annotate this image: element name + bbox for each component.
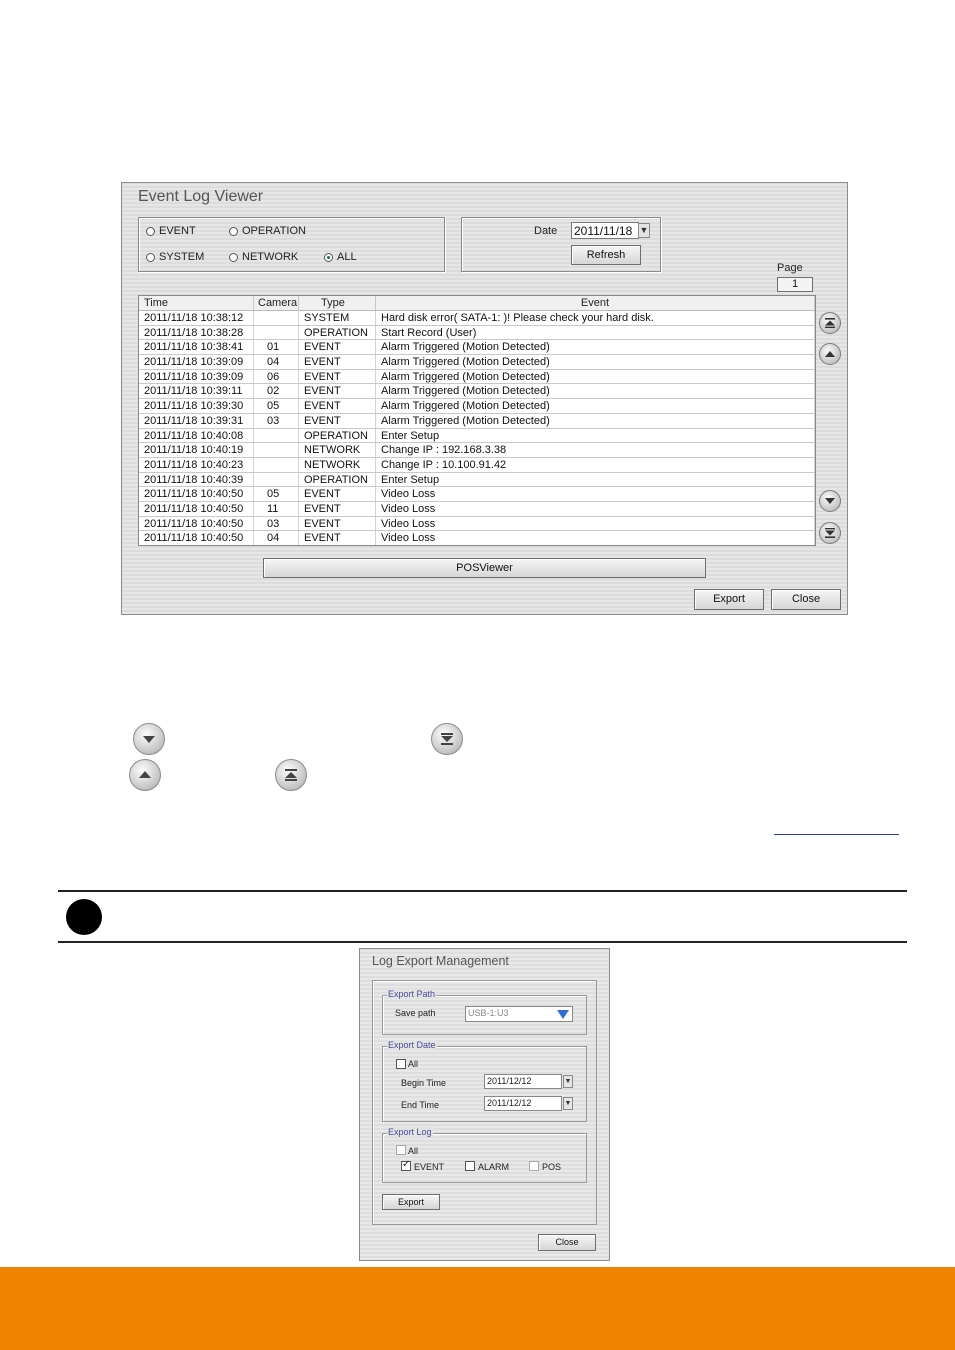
cell-camera bbox=[254, 311, 299, 325]
cell-event: Video Loss bbox=[376, 517, 815, 531]
cell-type: EVENT bbox=[299, 355, 376, 369]
cell-camera bbox=[254, 473, 299, 487]
export-log-legend: Export Log bbox=[388, 1127, 432, 1137]
table-row[interactable] bbox=[139, 399, 815, 414]
cell-camera: 02 bbox=[254, 384, 299, 398]
radio-all[interactable] bbox=[324, 251, 357, 263]
cell-camera: 05 bbox=[254, 399, 299, 413]
cell-time: 2011/11/18 10:38:41 bbox=[139, 340, 254, 354]
event-log-table bbox=[138, 295, 816, 546]
begin-time-dropdown[interactable]: ▼ bbox=[563, 1075, 573, 1088]
date-label: Date bbox=[534, 225, 558, 237]
cell-time: 2011/11/18 10:40:50 bbox=[139, 502, 254, 516]
cell-event: Alarm Triggered (Motion Detected) bbox=[376, 340, 815, 354]
cell-time: 2011/11/18 10:40:50 bbox=[139, 487, 254, 501]
note-icon bbox=[66, 899, 102, 935]
export-date-legend: Export Date bbox=[388, 1040, 436, 1050]
table-row[interactable] bbox=[139, 502, 815, 517]
window-title: Event Log Viewer bbox=[138, 188, 264, 205]
cell-time: 2011/11/18 10:39:09 bbox=[139, 355, 254, 369]
cell-type: NETWORK bbox=[299, 443, 376, 457]
next-page-icon bbox=[133, 723, 165, 755]
cell-time: 2011/11/18 10:39:31 bbox=[139, 414, 254, 428]
radio-indicator bbox=[146, 227, 155, 236]
pos-checkbox[interactable] bbox=[529, 1161, 539, 1171]
begin-time-label: Begin Time bbox=[401, 1078, 447, 1088]
previous-page-icon bbox=[129, 759, 161, 791]
cell-time: 2011/11/18 10:40:23 bbox=[139, 458, 254, 472]
dropdown-arrow-icon[interactable] bbox=[557, 1010, 569, 1019]
table-body bbox=[139, 311, 815, 546]
begin-time-field[interactable]: 2011/12/12 bbox=[484, 1074, 562, 1089]
table-row[interactable] bbox=[139, 414, 815, 429]
table-row[interactable] bbox=[139, 531, 815, 546]
cell-type: SYSTEM bbox=[299, 311, 376, 325]
radio-network-label: NETWORK bbox=[242, 251, 299, 263]
cell-camera: 04 bbox=[254, 355, 299, 369]
table-row[interactable] bbox=[139, 326, 815, 341]
window-title: Log Export Management bbox=[372, 954, 509, 968]
cell-time: 2011/11/18 10:39:30 bbox=[139, 399, 254, 413]
export-log-button[interactable]: Export bbox=[382, 1194, 440, 1210]
end-time-dropdown[interactable]: ▼ bbox=[563, 1097, 573, 1110]
cell-camera: 05 bbox=[254, 487, 299, 501]
footer-bar bbox=[0, 1267, 955, 1350]
hyperlink-underline[interactable] bbox=[774, 834, 899, 835]
column-header-camera[interactable]: Camera bbox=[254, 296, 299, 310]
radio-event-label: EVENT bbox=[159, 225, 196, 237]
column-header-type[interactable]: Type bbox=[299, 296, 376, 310]
cell-event: Start Record (User) bbox=[376, 326, 815, 340]
cell-event: Hard disk error( SATA-1: )! Please check your hard disk. bbox=[376, 311, 815, 325]
cell-event: Alarm Triggered (Motion Detected) bbox=[376, 370, 815, 384]
event-log-viewer-window bbox=[121, 182, 848, 615]
cell-event: Enter Setup bbox=[376, 429, 815, 443]
export-log-group bbox=[382, 1127, 587, 1183]
cell-event: Alarm Triggered (Motion Detected) bbox=[376, 414, 815, 428]
save-path-select[interactable]: USB-1:U3 bbox=[465, 1006, 573, 1022]
date-all-checkbox[interactable] bbox=[396, 1059, 406, 1069]
page-label: Page bbox=[777, 262, 803, 274]
cell-camera bbox=[254, 443, 299, 457]
column-header-time[interactable]: Time bbox=[139, 296, 254, 310]
cell-camera bbox=[254, 326, 299, 340]
end-time-label: End Time bbox=[401, 1100, 440, 1110]
cell-type: EVENT bbox=[299, 384, 376, 398]
radio-indicator bbox=[146, 253, 155, 262]
cell-time: 2011/11/18 10:38:28 bbox=[139, 326, 254, 340]
table-row[interactable] bbox=[139, 340, 815, 355]
page-number: 1 bbox=[777, 277, 813, 292]
cell-time: 2011/11/18 10:39:11 bbox=[139, 384, 254, 398]
previous-page-icon[interactable] bbox=[819, 343, 841, 365]
radio-event[interactable] bbox=[146, 225, 196, 237]
cell-time: 2011/11/18 10:40:08 bbox=[139, 429, 254, 443]
table-row[interactable] bbox=[139, 487, 815, 502]
cell-type: EVENT bbox=[299, 399, 376, 413]
first-page-icon bbox=[275, 759, 307, 791]
table-row[interactable] bbox=[139, 370, 815, 385]
cell-type: EVENT bbox=[299, 531, 376, 545]
save-path-label: Save path bbox=[395, 1008, 436, 1018]
close-button[interactable]: Close bbox=[771, 589, 841, 610]
cell-event: Change IP : 10.100.91.42 bbox=[376, 458, 815, 472]
refresh-button[interactable]: Refresh bbox=[571, 245, 641, 265]
cell-event: Alarm Triggered (Motion Detected) bbox=[376, 399, 815, 413]
cell-event: Alarm Triggered (Motion Detected) bbox=[376, 384, 815, 398]
date-field[interactable]: 2011/11/18 bbox=[571, 222, 639, 239]
close-export-button[interactable]: Close bbox=[538, 1234, 596, 1251]
table-row[interactable] bbox=[139, 517, 815, 532]
cell-event: Enter Setup bbox=[376, 473, 815, 487]
table-row[interactable] bbox=[139, 429, 815, 444]
cell-camera: 03 bbox=[254, 517, 299, 531]
end-time-field[interactable]: 2011/12/12 bbox=[484, 1096, 562, 1111]
cell-type: OPERATION bbox=[299, 326, 376, 340]
table-row[interactable] bbox=[139, 384, 815, 399]
cell-type: EVENT bbox=[299, 502, 376, 516]
cell-time: 2011/11/18 10:38:12 bbox=[139, 311, 254, 325]
cell-event: Video Loss bbox=[376, 531, 815, 545]
last-page-icon bbox=[431, 723, 463, 755]
radio-system-label: SYSTEM bbox=[159, 251, 205, 263]
alarm-checkbox[interactable] bbox=[465, 1161, 475, 1171]
cell-camera: 04 bbox=[254, 531, 299, 545]
cell-time: 2011/11/18 10:39:09 bbox=[139, 370, 254, 384]
last-page-icon[interactable] bbox=[819, 522, 841, 544]
cell-type: OPERATION bbox=[299, 429, 376, 443]
radio-system[interactable] bbox=[146, 251, 204, 263]
cell-camera: 11 bbox=[254, 502, 299, 516]
table-header bbox=[139, 296, 815, 311]
cell-event: Change IP : 192.168.3.38 bbox=[376, 443, 815, 457]
cell-time: 2011/11/18 10:40:19 bbox=[139, 443, 254, 457]
radio-all-label: ALL bbox=[337, 251, 357, 263]
alarm-checkbox-label: ALARM bbox=[478, 1162, 510, 1172]
cell-time: 2011/11/18 10:40:50 bbox=[139, 531, 254, 545]
cell-event: Alarm Triggered (Motion Detected) bbox=[376, 355, 815, 369]
cell-event: Video Loss bbox=[376, 487, 815, 501]
cell-camera bbox=[254, 429, 299, 443]
cell-time: 2011/11/18 10:40:39 bbox=[139, 473, 254, 487]
radio-indicator bbox=[229, 227, 238, 236]
next-page-icon[interactable] bbox=[819, 490, 841, 512]
cell-type: OPERATION bbox=[299, 473, 376, 487]
table-row[interactable] bbox=[139, 458, 815, 473]
radio-operation[interactable] bbox=[229, 225, 306, 237]
log-all-checkbox[interactable] bbox=[396, 1145, 406, 1155]
cell-camera: 06 bbox=[254, 370, 299, 384]
column-header-event[interactable]: Event bbox=[376, 296, 815, 310]
date-all-label: All bbox=[408, 1059, 419, 1069]
event-checkbox-label: EVENT bbox=[414, 1162, 445, 1172]
cell-time: 2011/11/18 10:40:50 bbox=[139, 517, 254, 531]
cell-type: EVENT bbox=[299, 517, 376, 531]
cell-camera bbox=[254, 458, 299, 472]
radio-indicator-selected bbox=[324, 253, 333, 262]
radio-network[interactable] bbox=[229, 251, 298, 263]
table-row[interactable] bbox=[139, 311, 815, 326]
cell-type: EVENT bbox=[299, 414, 376, 428]
export-path-legend: Export Path bbox=[388, 989, 436, 999]
cell-event: Video Loss bbox=[376, 502, 815, 516]
table-row[interactable] bbox=[139, 443, 815, 458]
radio-operation-label: OPERATION bbox=[242, 225, 306, 237]
note-bottom-rule bbox=[58, 941, 907, 943]
date-dropdown-button[interactable]: ▼ bbox=[638, 223, 650, 238]
cell-camera: 03 bbox=[254, 414, 299, 428]
cell-type: EVENT bbox=[299, 370, 376, 384]
log-export-management-window bbox=[359, 948, 610, 1261]
note-top-rule bbox=[58, 890, 907, 892]
cell-camera: 01 bbox=[254, 340, 299, 354]
cell-type: EVENT bbox=[299, 340, 376, 354]
table-row[interactable] bbox=[139, 473, 815, 488]
table-row[interactable] bbox=[139, 355, 815, 370]
event-checkbox[interactable] bbox=[401, 1161, 411, 1171]
posviewer-button[interactable]: POSViewer bbox=[263, 558, 706, 578]
radio-indicator bbox=[229, 253, 238, 262]
export-button[interactable]: Export bbox=[694, 589, 764, 610]
first-page-icon[interactable] bbox=[819, 312, 841, 334]
pos-checkbox-label: POS bbox=[542, 1162, 562, 1172]
cell-type: EVENT bbox=[299, 487, 376, 501]
log-all-label: All bbox=[408, 1146, 419, 1156]
cell-type: NETWORK bbox=[299, 458, 376, 472]
